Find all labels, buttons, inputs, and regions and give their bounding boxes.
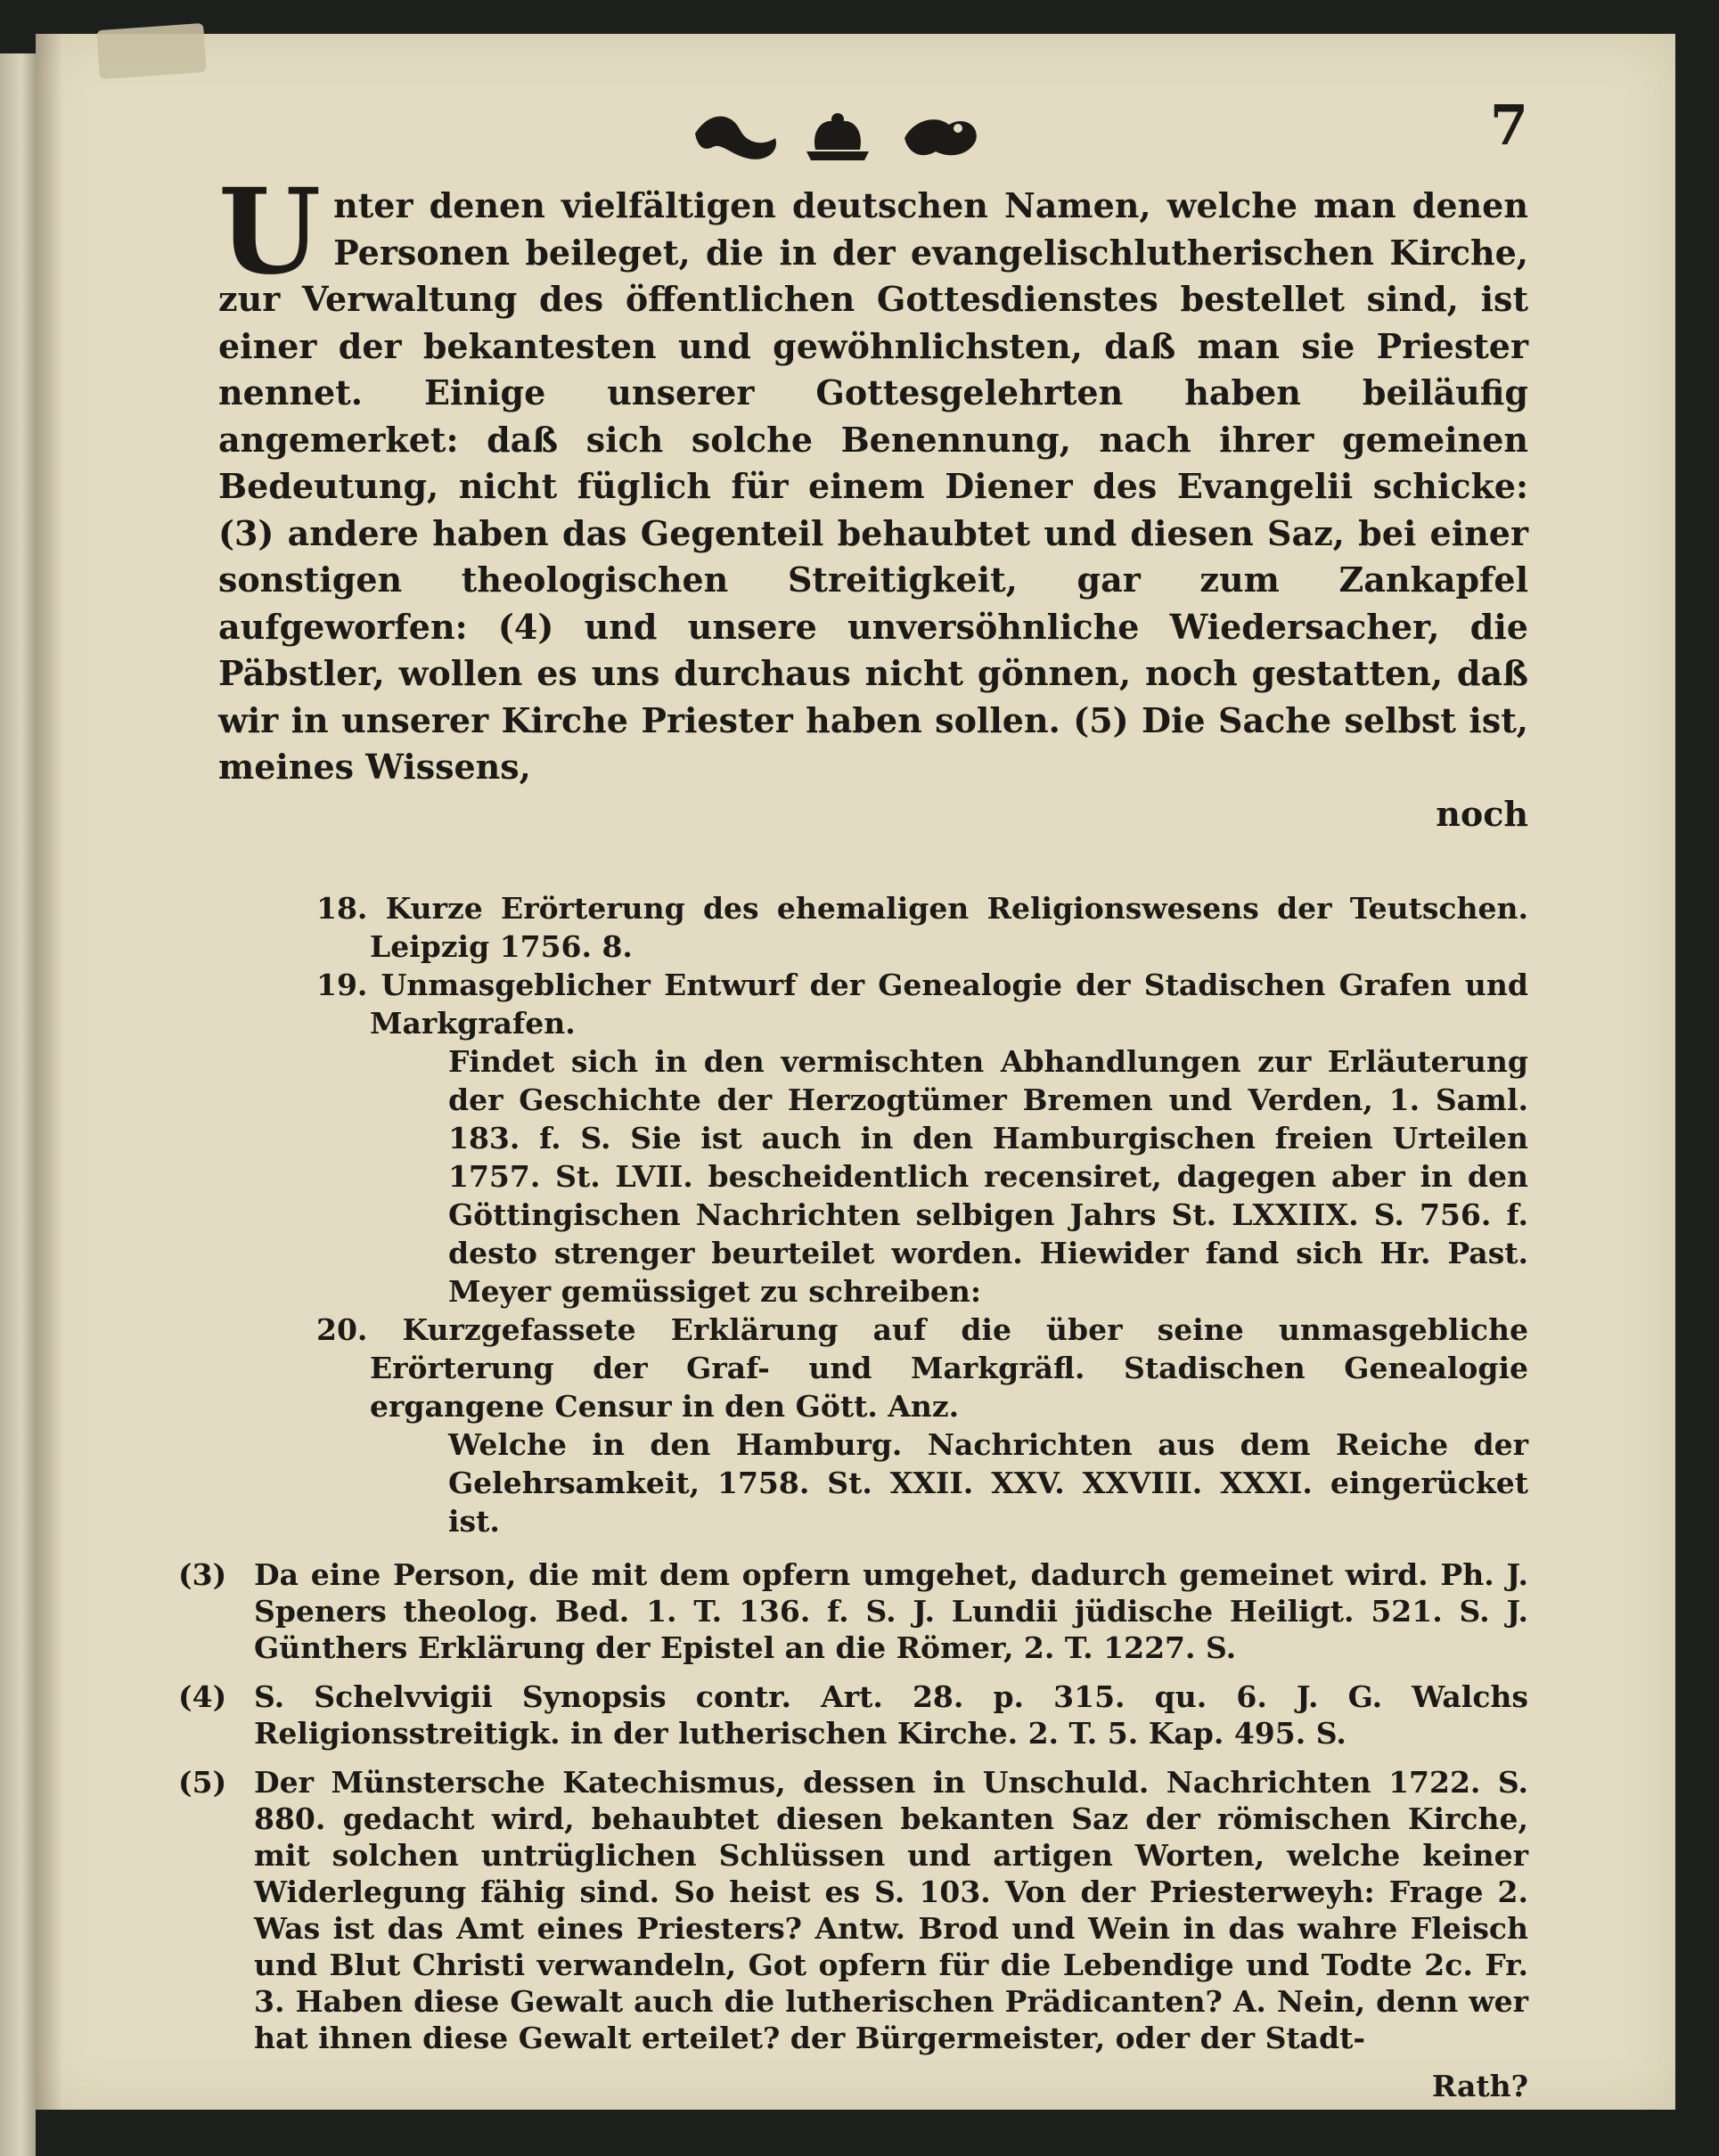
bibliography-note-text: Findet sich in den vermischten Abhandlungen zur Erläuterung der Geschichte der Herzogtümer Bremen und Verden, 1. Saml. 183. f. S. Sie ist auch in den Hamburgischen freien Urteilen 1757. St. LVII. bescheidentlich recensiret, dagegen aber in den Göttingischen Nachrichten selbigen Jahrs St. LXXIIX. S. 756. f. desto strenger beurteilet worden. Hiewider fand sich Hr. Past. Meyer gemüssiget zu schreiben:: [448, 1043, 1528, 1309]
main-paragraph: [218, 163, 1528, 791]
bibliography-list: [218, 889, 1528, 1540]
page-content: [178, 93, 1528, 2104]
catchword: noch: [1436, 793, 1528, 834]
bibliography-entry-text: 20. Kurzgefassete Erklärung auf die über seine unmasgebliche Erörterung der Graf- und Markgräfl. Stadischen Genealogie ergangene Censur in den Gött. Anz.: [316, 1311, 1528, 1424]
footnote-mark: (3): [178, 1556, 227, 1592]
bibliography-entry: [218, 966, 1528, 1311]
main-paragraph-text: nter denen vielfältigen deutschen Namen, welche man denen Personen beileget, die in der evangelischlutherischen Kirche, zur Verwaltung des öffentlichen Gottesdienstes bestellet sind, ist einer der bekantesten und gewöhnlichsten, daß man sie Priester nennet. Einige unserer Gottesgelehrten haben beiläufig angemerket: daß sich solche Benennung, nach ihrer gemeinen Bedeutung, nicht füglich für einem Diener des Evangelii schicke: (3) andere haben das Gegenteil behaubtet und diesen Saz, bei einer sonstigen theologischen Streitigkeit, gar zum Zankapfel aufgeworfen: (4) und unsere unversöhnliche Wiedersacher, die Päbstler, wollen es uns durchaus nicht gönnen, noch gestatten, daß wir in unserer Kirche Priester haben sollen. (5) Die Sache selbst ist, meines Wissens,: [218, 185, 1528, 787]
footnote-catchword: Rath?: [1431, 2068, 1528, 2103]
bibliography-entry-text: 19. Unmasgeblicher Entwurf der Genealogie der Stadischen Grafen und Markgrafen.: [316, 967, 1528, 1041]
page-header: [218, 93, 1528, 183]
gutter-shadow: [36, 34, 62, 2110]
page-number: 7: [1489, 93, 1528, 158]
bibliography-entry-text: 18. Kurze Erörterung des ehemaligen Religionswesens der Teutschen. Leipzig 1756. 8.: [316, 890, 1528, 964]
drop-cap: U: [218, 163, 322, 301]
bibliography-note: [370, 1425, 1528, 1540]
footnote-text: Der Münstersche Katechismus, dessen in Unschuld. Nachrichten 1722. S. 880. gedacht wird, behaubtet diesen bekanten Saz der römischen Kirche, mit solchen untrüglichen Schlüssen und artigen Worten, welche keiner Widerlegung fähig sind. So heist es S. 103. Von der Priesterweyh: Frage 2. Was ist das Amt eines Priesters? Antw. Brod und Wein in das wahre Fleisch und Blut Christi verwandeln, Got opfern für die Lebendige und Todte 2c. Fr. 3. Haben diese Gewalt auch die lutherischen Prädicanten? A. Nein, denn wer hat ihnen diese Gewalt erteilet? der Bürgermeister, oder der Stadt-: [254, 1764, 1528, 2055]
footnote-text: Da eine Person, die mit dem opfern umgehet, dadurch gemeinet wird. Ph. J. Speners theolog. Bed. 1. T. 136. f. S. J. Lundii jüdische Heiligt. 521. S. J. Günthers Erklärung der Epistel an die Römer, 2. T. 1227. S.: [254, 1556, 1528, 1665]
footnote-mark: (5): [178, 1764, 227, 1800]
footnote-text: S. Schelvvigii Synopsis contr. Art. 28. p. 315. qu. 6. J. G. Walchs Religionsstreitigk. in der lutherischen Kirche. 2. T. 5. Kap. 495. S.: [254, 1678, 1528, 1751]
bibliography-note-text: Welche in den Hamburg. Nachrichten aus dem Reiche der Gelehrsamkeit, 1758. St. XXII. XXV. XXVIII. XXXI. eingerücket ist.: [448, 1426, 1528, 1539]
footnotes: [178, 1556, 1528, 2104]
footnote: [178, 1678, 1528, 1752]
paper-tab: [96, 23, 207, 79]
bibliography-entry: [218, 889, 1528, 966]
footnote: [178, 1556, 1528, 1666]
bibliography-note: [370, 1042, 1528, 1311]
facing-page-edge: [0, 53, 36, 2156]
footnote: [178, 1764, 1528, 2056]
bibliography-entry: [218, 1311, 1528, 1540]
footnote-mark: (4): [178, 1678, 227, 1714]
printers-ornament-icon: [691, 107, 985, 169]
